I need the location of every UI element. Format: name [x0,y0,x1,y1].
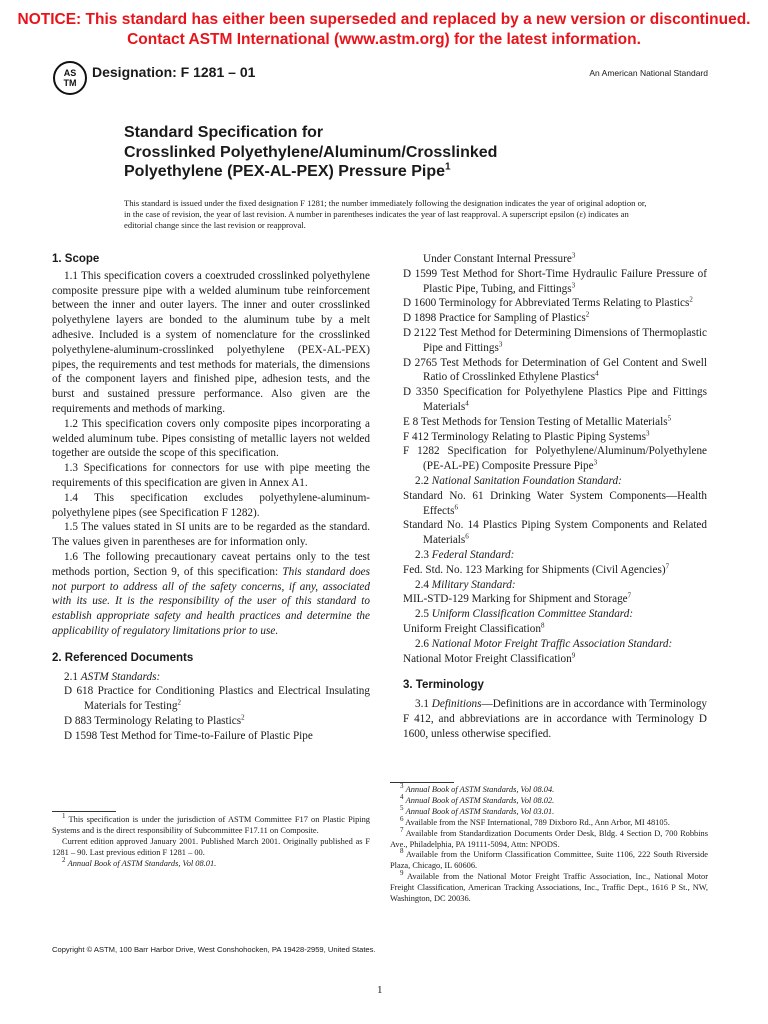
ref-d3350: D 3350 Specification for Polyethylene Plastics Pipe and Fittings Materials$^4$ [403,386,707,413]
ref-d883: D 883 Terminology Relating to Plastics$^2$ [64,713,245,727]
footnote-1-edition: Current edition approved January 2001. Published March 2001. Originally published as F 1281 – 90. Last previous edition F 1281 – 00. [52,836,370,857]
left-footnotes [52,812,370,870]
ref-nmf: National Motor Freight Classification$^9$ [403,650,576,665]
title-line-3: Polyethylene (PEX-AL-PEX) Pressure Pipe$^1$ [124,161,451,180]
svg-text:AS: AS [63,68,77,78]
para-1-1: 1.1 This specification covers a coextruded crosslinked polyethylene composite pressure pipe with a welded aluminum tube reinforcement between the inner and outer layers. The inner and outer crosslinked polyethylene layers are bonded to the aluminum tube by a melt adhesive. Included is a system of nomenclature for the crosslinked polyethylene-aluminum-crosslinked polyethylene (PEX-AL-PEX) pipes, the requirements and test methods for materials, the dimensions of the component layers and finished pipe, adhesion tests, and the burst and sustained pressure performance. Also given are the requirements and methods of marking. [52,269,370,415]
issue-note: This standard is issued under the fixed designation F 1281; the number immediately following the designation indicates the year of original adoption or, in the case of revision, the year of last revision. A number in parentheses indicates the year of last reapproval. A superscript epsilon (ε) indicates an editorial change since the last revision or reapproval. [124,198,647,231]
designation: Designation: F 1281 – 01 [92,64,256,80]
ufc-label: 2.5 Uniform Classification Committee Standard: [415,608,634,621]
footnote-6: $^6$ Available from the NSF International, 789 Dixboro Rd., Ann Arbor, MI 48105. [400,814,670,827]
ref-d1598-cont: Under Constant Internal Pressure$^3$ [423,251,576,265]
ref-d1600: D 1600 Terminology for Abbreviated Terms Relating to Plastics$^2$ [403,295,693,310]
notice-line-1: NOTICE: This standard has either been superseded and replaced by a new version or discontinued. [17,11,751,28]
ref-d2765: D 2765 Test Methods for Determination of Gel Content and Swell Ratio of Crosslinked Ethylene Plastics$^4$ [403,356,707,384]
nmf-label: 2.6 National Motor Freight Traffic Association Standard: [415,637,673,650]
ref-f412: F 412 Terminology Relating to Plastic Piping Systems$^3$ [403,428,650,443]
ref-nsf14: Standard No. 14 Plastics Piping System Components and Related Materials$^6$ [403,519,707,547]
para-1-2: 1.2 This specification covers only composite pipes incorporating a welded aluminum tube. Pipes consisting of metallic layers not welded together are outside the scope of this specification. [52,417,370,460]
para-1-6: 1.6 The following precautionary caveat pertains only to the test methods portion, Section 9, of this specification: This standard does not purport to address all of the safety concerns, if any, associated with its use. It is the responsibility of the user of this standard to establish appropriate safety and health practices and determine the applicability of regulatory limitations prior to use. [52,550,370,637]
ref-fed123: Fed. Std. No. 123 Marking for Shipments (Civil Agencies)$^7$ [403,562,670,576]
ref-d2122: D 2122 Test Method for Determining Dimensions of Thermoplastic Pipe and Fittings$^3$ [403,326,707,354]
copyright: Copyright © ASTM, 100 Barr Harbor Drive, West Conshohocken, PA 19428-2959, United States. [52,945,376,954]
left-column [52,252,370,744]
para-3-1: 3.1 Definitions—Definitions are in accordance with Terminology F 412, and abbreviations are in accordance with Terminology D 1600, unless otherwise specified. [403,698,708,740]
scope-heading: 1. Scope [52,253,100,265]
right-footnotes [390,782,708,905]
footnote-1: $^1$ This specification is under the jurisdiction of ASTM Committee F17 on Plastic Piping Systems and is the direct responsibility of Subcommittee F17.11 on Composite. [52,812,370,835]
federal-label: 2.3 Federal Standard: [415,548,515,561]
military-label: 2.4 Military Standard: [415,578,516,591]
page-number: 1 [377,984,383,996]
para-1-3: 1.3 Specifications for connectors for use with pipe meeting the requirements of this specification are given in Annex A1. [52,462,370,489]
ref-d1599: D 1599 Test Method for Short-Time Hydraulic Failure Pressure of Plastic Pipe, Tubing, and Fittings$^3$ [403,267,707,295]
notice-line-2: Contact ASTM International (www.astm.org) for the latest information. [127,31,641,48]
ref-f1282: F 1282 Specification for Polyethylene/Aluminum/Polyethylene (PE-AL-PE) Composite Pressure Pipe$^3$ [403,445,707,473]
astm-standards-label: 2.1 ASTM Standards: [64,670,161,683]
astm-logo [52,58,88,103]
ref-d1598: D 1598 Test Method for Time-to-Failure of Plastic Pipe [64,729,313,742]
document-title [124,123,684,182]
ref-e8: E 8 Test Methods for Tension Testing of Metallic Materials$^5$ [403,414,672,428]
footnote-8: $^8$ Available from the Uniform Classification Committee, Suite 1106, 222 South Riverside Plaza, Chicago, IL 60606. [390,847,708,871]
svg-text:TM: TM [63,78,77,88]
ref-d1898: D 1898 Practice for Sampling of Plastics$^2$ [403,310,590,325]
ref-nsf61: Standard No. 61 Drinking Water System Components—Health Effects$^6$ [403,489,707,517]
footnote-4: $^4$ Annual Book of ASTM Standards, Vol 08.02. [400,793,555,805]
para-1-5: 1.5 The values stated in SI units are to be regarded as the standard. The values given in parentheses are for information only. [52,521,370,549]
footnote-9: $^9$ Available from the National Motor Freight Traffic Association, Inc., National Motor Freight Classification, American Tracking Associations, Inc., Traffic Dept., 1616 P St., NW, Washington, DC 20036. [390,869,708,904]
right-column [403,252,707,742]
ref-d618: D 618 Practice for Conditioning Plastics and Electrical Insulating Materials for Testing$^2$ [64,685,370,713]
american-national-standard: An American National Standard [589,68,708,78]
title-line-2: Crosslinked Polyethylene/Aluminum/Crosslinked [124,143,498,161]
ref-ufc: Uniform Freight Classification$^8$ [403,621,545,635]
footnote-7: $^7$ Available from Standardization Documents Order Desk, Bldg. 4 Section D, 700 Robbins Ave., Philadelphia, PA 19111-5094, Attn: NPODS. [390,825,708,849]
referenced-documents-heading: 2. Referenced Documents [52,651,194,664]
ref-mil129: MIL-STD-129 Marking for Shipment and Storage$^7$ [403,591,632,606]
footnote-5: $^5$ Annual Book of ASTM Standards, Vol 03.01. [400,804,555,816]
nsf-label: 2.2 National Sanitation Foundation Standard: [415,474,622,487]
footnote-3: $^3$ Annual Book of ASTM Standards, Vol 08.04. [400,782,555,794]
terminology-heading: 3. Terminology [403,679,484,692]
title-line-1: Standard Specification for [124,124,324,141]
footnote-2: $^2$ Annual Book of ASTM Standards, Vol 08.01. [62,855,217,868]
para-1-4: 1.4 This specification excludes polyethylene-aluminum-polyethylene pipes (see Specification F 1282). [52,491,370,519]
